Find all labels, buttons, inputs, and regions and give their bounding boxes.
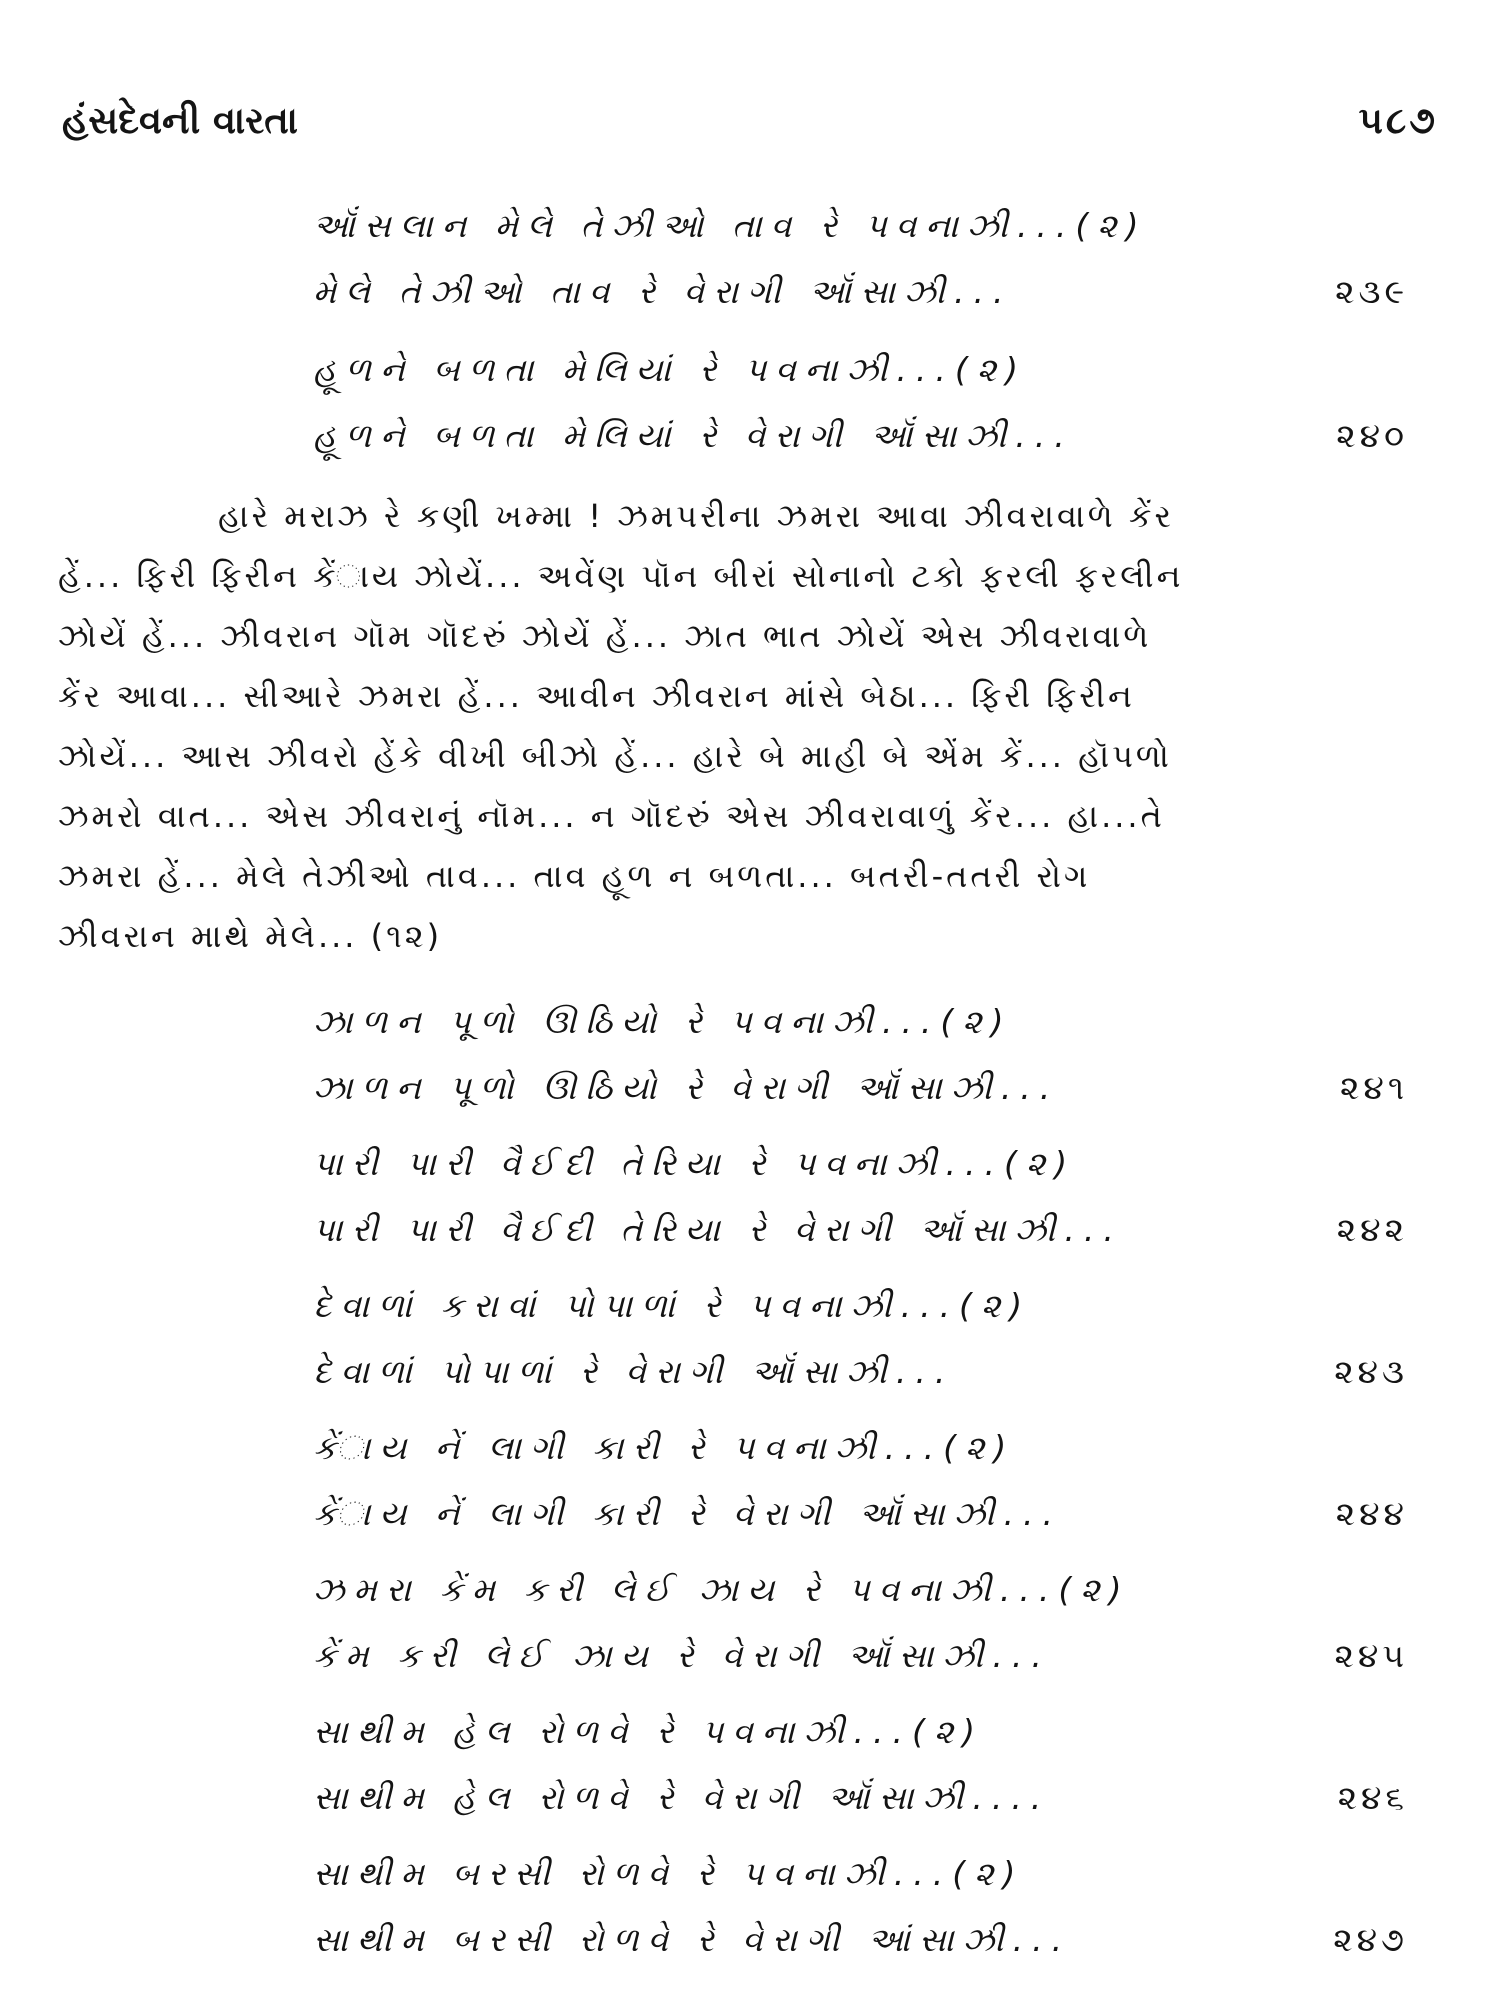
verse-line: પારી પારી વૈઈદી તેરિયા રે વેરાગી ઑંસાઝી... bbox=[313, 1210, 1123, 1249]
verse-line: ઝમરા કેંમ કરી લેઈ ઝાય રે પવનાઝી...(૨) bbox=[313, 1570, 1131, 1609]
verse-number: ૨૪૨ bbox=[1336, 1210, 1408, 1249]
verse-number: ૨૪૦ bbox=[1336, 416, 1408, 455]
verse-line: કેંમ કરી લેઈ ઝાય રે વેરાગી ઑંસાઝી... bbox=[313, 1636, 1051, 1675]
stanza-245 bbox=[313, 1560, 1408, 1700]
prose-line: ઝમરા હેં... મેલે તેઝીઓ તાવ... તાવ હૂળ ન બળતા... બતરી-તતરી રોગ bbox=[58, 857, 1091, 895]
verse-line: કેંાય નેં લાગી કારી રે પવનાઝી...(૨) bbox=[313, 1428, 1016, 1467]
verse-line: હૂળને બળતા મેલિયાં રે વેરાગી ઑંસાઝી... bbox=[313, 416, 1074, 455]
stanza-240 bbox=[313, 340, 1408, 480]
stanza-242 bbox=[313, 1134, 1408, 1274]
prose-paragraph bbox=[58, 486, 1458, 966]
verse-number: ૨૪૩ bbox=[1334, 1352, 1408, 1391]
prose-line: ઝીવરાન માથે મેલે... (૧૨) bbox=[58, 917, 443, 955]
verse-line: સાથીમ હેલ રોળવે રે વેરાગી ઑંસાઝી.... bbox=[313, 1778, 1051, 1817]
verse-number: ૨૪૫ bbox=[1334, 1636, 1408, 1675]
verse-line: ઝાળન પૂળો ઊઠિયો રે વેરાગી ઑંસાઝી... bbox=[313, 1068, 1060, 1107]
verse-line: પારી પારી વૈઈદી તેરિયા રે પવનાઝી...(૨) bbox=[313, 1144, 1077, 1183]
prose-line: હેં... ફિરી ફિરીન કેંાય ઝોયેં... અવેંણ પૉન બીરાં સોનાનો ટકો ફરલી ફરલીન bbox=[58, 557, 1184, 595]
verse-line: સાથીમ બરસી રોળવે રે પવનાઝી...(૨) bbox=[313, 1854, 1025, 1893]
verse-line: ઝાળન પૂળો ઊઠિયો રે પવનાઝી...(૨) bbox=[313, 1002, 1013, 1041]
prose-line: ઝમરો વાત... એસ ઝીવરાનું નૉમ... ન ગૉદરું એસ ઝીવરાવાળું કેંર... હા...તે bbox=[58, 797, 1165, 835]
verse-line: દેવાળાં કરાવાં પોપાળાં રે પવનાઝી...(૨) bbox=[313, 1286, 1032, 1325]
verse-number: ૨૩૯ bbox=[1335, 272, 1408, 311]
stanza-243 bbox=[313, 1276, 1408, 1416]
prose-line: હારે મરાઝ રે કણી ખમ્મા ! ઝમપરીના ઝમરા આવા ઝીવરાવાળે કેંર bbox=[218, 497, 1174, 535]
running-title: હંસદેવની વારતા bbox=[62, 99, 298, 142]
stanza-246 bbox=[313, 1702, 1408, 1842]
running-head bbox=[62, 96, 1438, 156]
verse-number: ૨૪૭ bbox=[1333, 1920, 1408, 1959]
verse-line: દેવાળાં પોપાળાં રે વેરાગી ઑંસાઝી... bbox=[313, 1352, 955, 1391]
verse-line: કેંાય નેં લાગી કારી રે વેરાગી ઑંસાઝી... bbox=[313, 1494, 1062, 1533]
verse-line: સાથીમ બરસી રોળવે રે વેરાગી આંસાઝી... bbox=[313, 1920, 1072, 1959]
prose-line: કેંર આવા... સીઆરે ઝમરા હેં... આવીન ઝીવરાન માંસે બેઠા... ફિરી ફિરીન bbox=[58, 677, 1135, 715]
verse-line: હૂળને બળતા મેલિયાં રે પવનાઝી...(૨) bbox=[313, 350, 1027, 389]
verse-number: ૨૪૬ bbox=[1337, 1778, 1408, 1817]
verse-number: ૨૪૪ bbox=[1335, 1494, 1408, 1533]
stanza-244 bbox=[313, 1418, 1408, 1558]
verse-number: ૨૪૧ bbox=[1339, 1068, 1408, 1107]
page-number: ૫૮૭ bbox=[1358, 99, 1438, 142]
prose-line: ઝોયેં... આસ ઝીવરો હેંકે વીખી બીઝો હેં... હારે બે માહી બે એંમ કેં... હૉપળો bbox=[58, 737, 1172, 775]
prose-line: ઝોયેં હેં... ઝીવરાન ગૉમ ગૉદરું ઝોયેં હેં... ઝાત ભાત ઝોયેં એસ ઝીવરાવાળે bbox=[58, 617, 1152, 655]
verse-line: સાથીમ હેલ રોળવે રે પવનાઝી...(૨) bbox=[313, 1712, 985, 1751]
verse-line: ઑંસલાન મેલે તેઝીઓ તાવ રે પવનાઝી...(૨) bbox=[313, 206, 1148, 245]
verse-line: મેલે તેઝીઓ તાવ રે વેરાગી ઑંસાઝી... bbox=[313, 272, 1013, 311]
stanza-239 bbox=[313, 196, 1408, 336]
stanza-241 bbox=[313, 992, 1408, 1132]
stanza-247 bbox=[313, 1844, 1408, 1984]
